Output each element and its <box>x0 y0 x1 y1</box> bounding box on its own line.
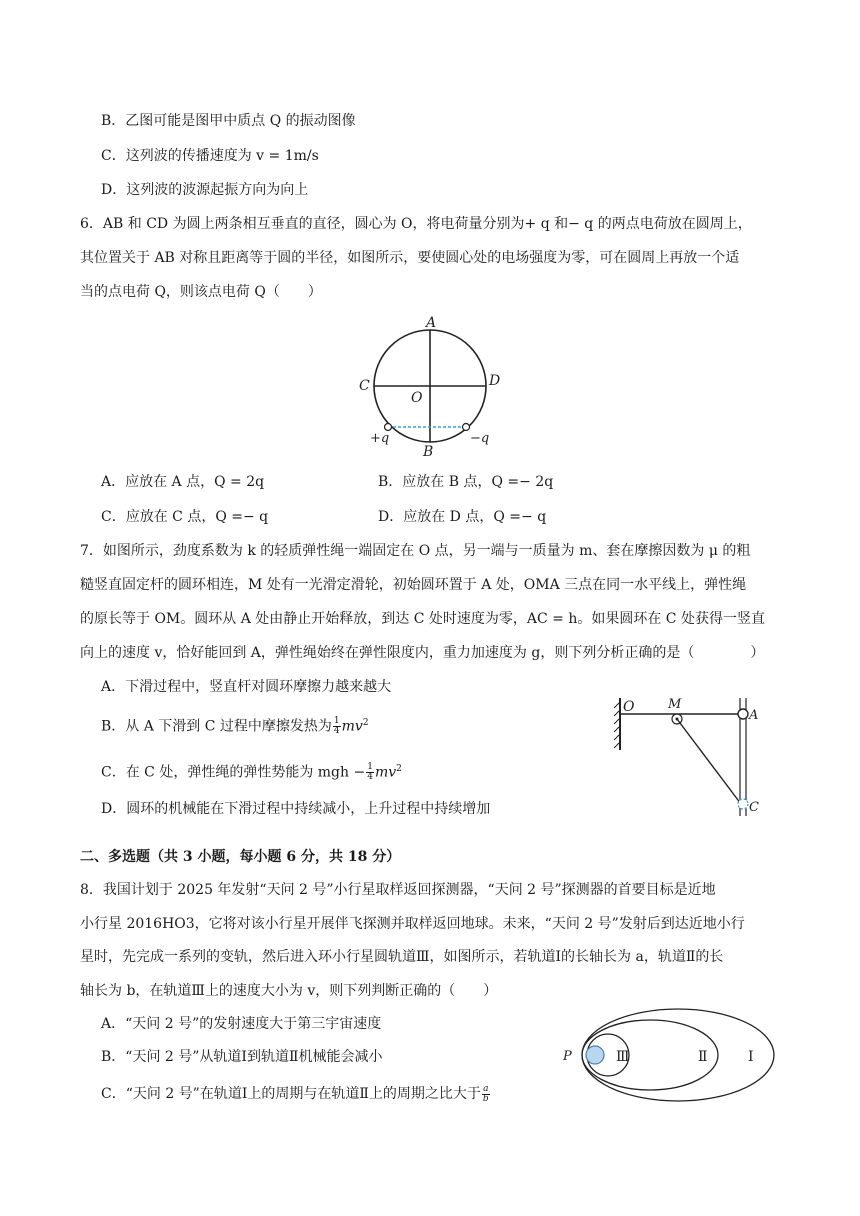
q8-stem-line2: 小行星 2016HO3，它将对该小行星开展伴飞探测并取样返回地球。未来，“天问 2 号”发射后到达近地小行 <box>80 916 745 932</box>
q6-option-b: B．应放在 B 点，Q =− 2q <box>378 474 554 490</box>
q7-stem-line3: 的原长等于 OM。圆环从 A 处由静止开始释放，到达 C 处时速度为零，AC = h。如果圆环在 C 处获得一竖直 <box>80 611 765 627</box>
q5-option-b: B．乙图可能是图甲中质点 Q 的振动图像 <box>101 113 356 129</box>
section-heading-multiple-choice: 二、多选题（共 3 小题，每小题 6 分，共 18 分） <box>80 849 401 865</box>
q7-pulley-figure <box>606 690 766 830</box>
q7-option-b-text: B．从 A 下滑到 C 过程中摩擦发热为 <box>101 718 332 735</box>
q6-option-c: C．应放在 C 点，Q =− q <box>101 509 269 525</box>
q6-label-minus-q: −q <box>470 431 490 446</box>
q7-label-c: C <box>749 800 759 815</box>
q8-orbit-figure <box>560 1000 780 1110</box>
q7-option-b-fraction: $\frac{1}{4}$ <box>333 716 340 737</box>
q6-label-o: O <box>411 390 423 406</box>
q6-stem-line3: 当的点电荷 Q，则该点电荷 Q（ ） <box>80 284 322 300</box>
q8-option-a: A．“天问 2 号”的发射速度大于第三宇宙速度 <box>101 1016 382 1032</box>
q8-stem-line1: 8．我国计划于 2025 年发射“天问 2 号”小行星取样返回探测器，“天问 2 号”探测器的首要目标是近地 <box>80 882 716 898</box>
q6-circle-figure <box>350 310 520 460</box>
q8-option-c-text: C．“天问 2 号”在轨道Ⅰ上的周期与在轨道Ⅱ上的周期之比大于 <box>101 1086 481 1102</box>
q7-option-c-text: C．在 C 处，弹性绳的弹性势能为 mgh − <box>101 764 366 781</box>
q6-label-d: D <box>489 373 501 389</box>
q8-option-b: B．“天问 2 号”从轨道Ⅰ到轨道Ⅱ机械能会减小 <box>101 1049 383 1065</box>
q8-label-orbit-i: Ⅰ <box>748 1049 754 1065</box>
q7-option-b: B．从 A 下滑到 C 过程中摩擦发热为 $\frac{1}{4}$ $mv^2$ <box>101 716 369 737</box>
q5-option-c: C．这列波的传播速度为 v = 1m/s <box>101 148 319 164</box>
q8-label-orbit-ii: Ⅱ <box>698 1049 708 1065</box>
q7-stem-line4: 向上的速度 v，恰好能回到 A，弹性绳始终在弹性限度内，重力加速度为 g，则下列分析正确的是（ ） <box>80 645 765 661</box>
q7-label-o: O <box>623 699 635 715</box>
q6-label-c: C <box>359 378 370 394</box>
q8-stem-line4: 轴长为 b，在轨道Ⅲ上的速度大小为 v，则下列判断正确的（ ） <box>80 983 498 999</box>
q8-option-c-fraction: $\frac{a}{b}$ <box>482 1083 489 1104</box>
q8-option-c <box>101 1084 491 1104</box>
q6-label-plus-q: +q <box>370 431 390 446</box>
q7-option-a: A．下滑过程中，竖直杆对圆环摩擦力越来越大 <box>101 679 392 695</box>
q5-option-d: D．这列波的波源起振方向为向上 <box>101 182 309 198</box>
q6-option-a: A．应放在 A 点，Q = 2q <box>101 474 265 490</box>
q6-label-a: A <box>426 315 437 331</box>
q8-label-p: P <box>563 1049 572 1064</box>
q7-option-c: C．在 C 处，弹性绳的弹性势能为 mgh − $\frac{1}{4}$ $mv^2$ <box>101 762 402 783</box>
q7-label-a: A <box>749 708 759 723</box>
q6-label-b: B <box>423 444 434 460</box>
q6-stem-line2: 其位置关于 AB 对称且距离等于圆的半径，如图所示，要使圆心处的电场强度为零，可在圆周上再放一个适 <box>80 250 740 266</box>
q6-option-d: D．应放在 D 点，Q =− q <box>378 509 547 525</box>
q7-option-c-fraction: $\frac{1}{4}$ <box>367 762 373 783</box>
q7-option-d: D．圆环的机械能在下滑过程中持续减小，上升过程中持续增加 <box>101 801 491 817</box>
q8-stem-line3: 星时，先完成一系列的变轨，然后进入环小行星圆轨道Ⅲ，如图所示，若轨道Ⅰ的长轴长为 a，轨道Ⅱ的长 <box>80 949 724 965</box>
q7-stem-line2: 糙竖直固定杆的圆环相连，M 处有一光滑定滑轮，初始圆环置于 A 处，OMA 三点在同一水平线上，弹性绳 <box>80 577 747 593</box>
q7-stem-line1: 7．如图所示，劲度系数为 k 的轻质弹性绳一端固定在 O 点，另一端与一质量为 m、套在摩擦因数为 μ 的粗 <box>80 543 751 559</box>
q6-stem-line1: 6．AB 和 CD 为圆上两条相互垂直的直径，圆心为 O，将电荷量分别为+ q 和− q 的两点电荷放在圆周上， <box>80 216 752 232</box>
q8-label-orbit-iii: Ⅲ <box>616 1049 630 1065</box>
q7-label-m: M <box>668 697 682 712</box>
